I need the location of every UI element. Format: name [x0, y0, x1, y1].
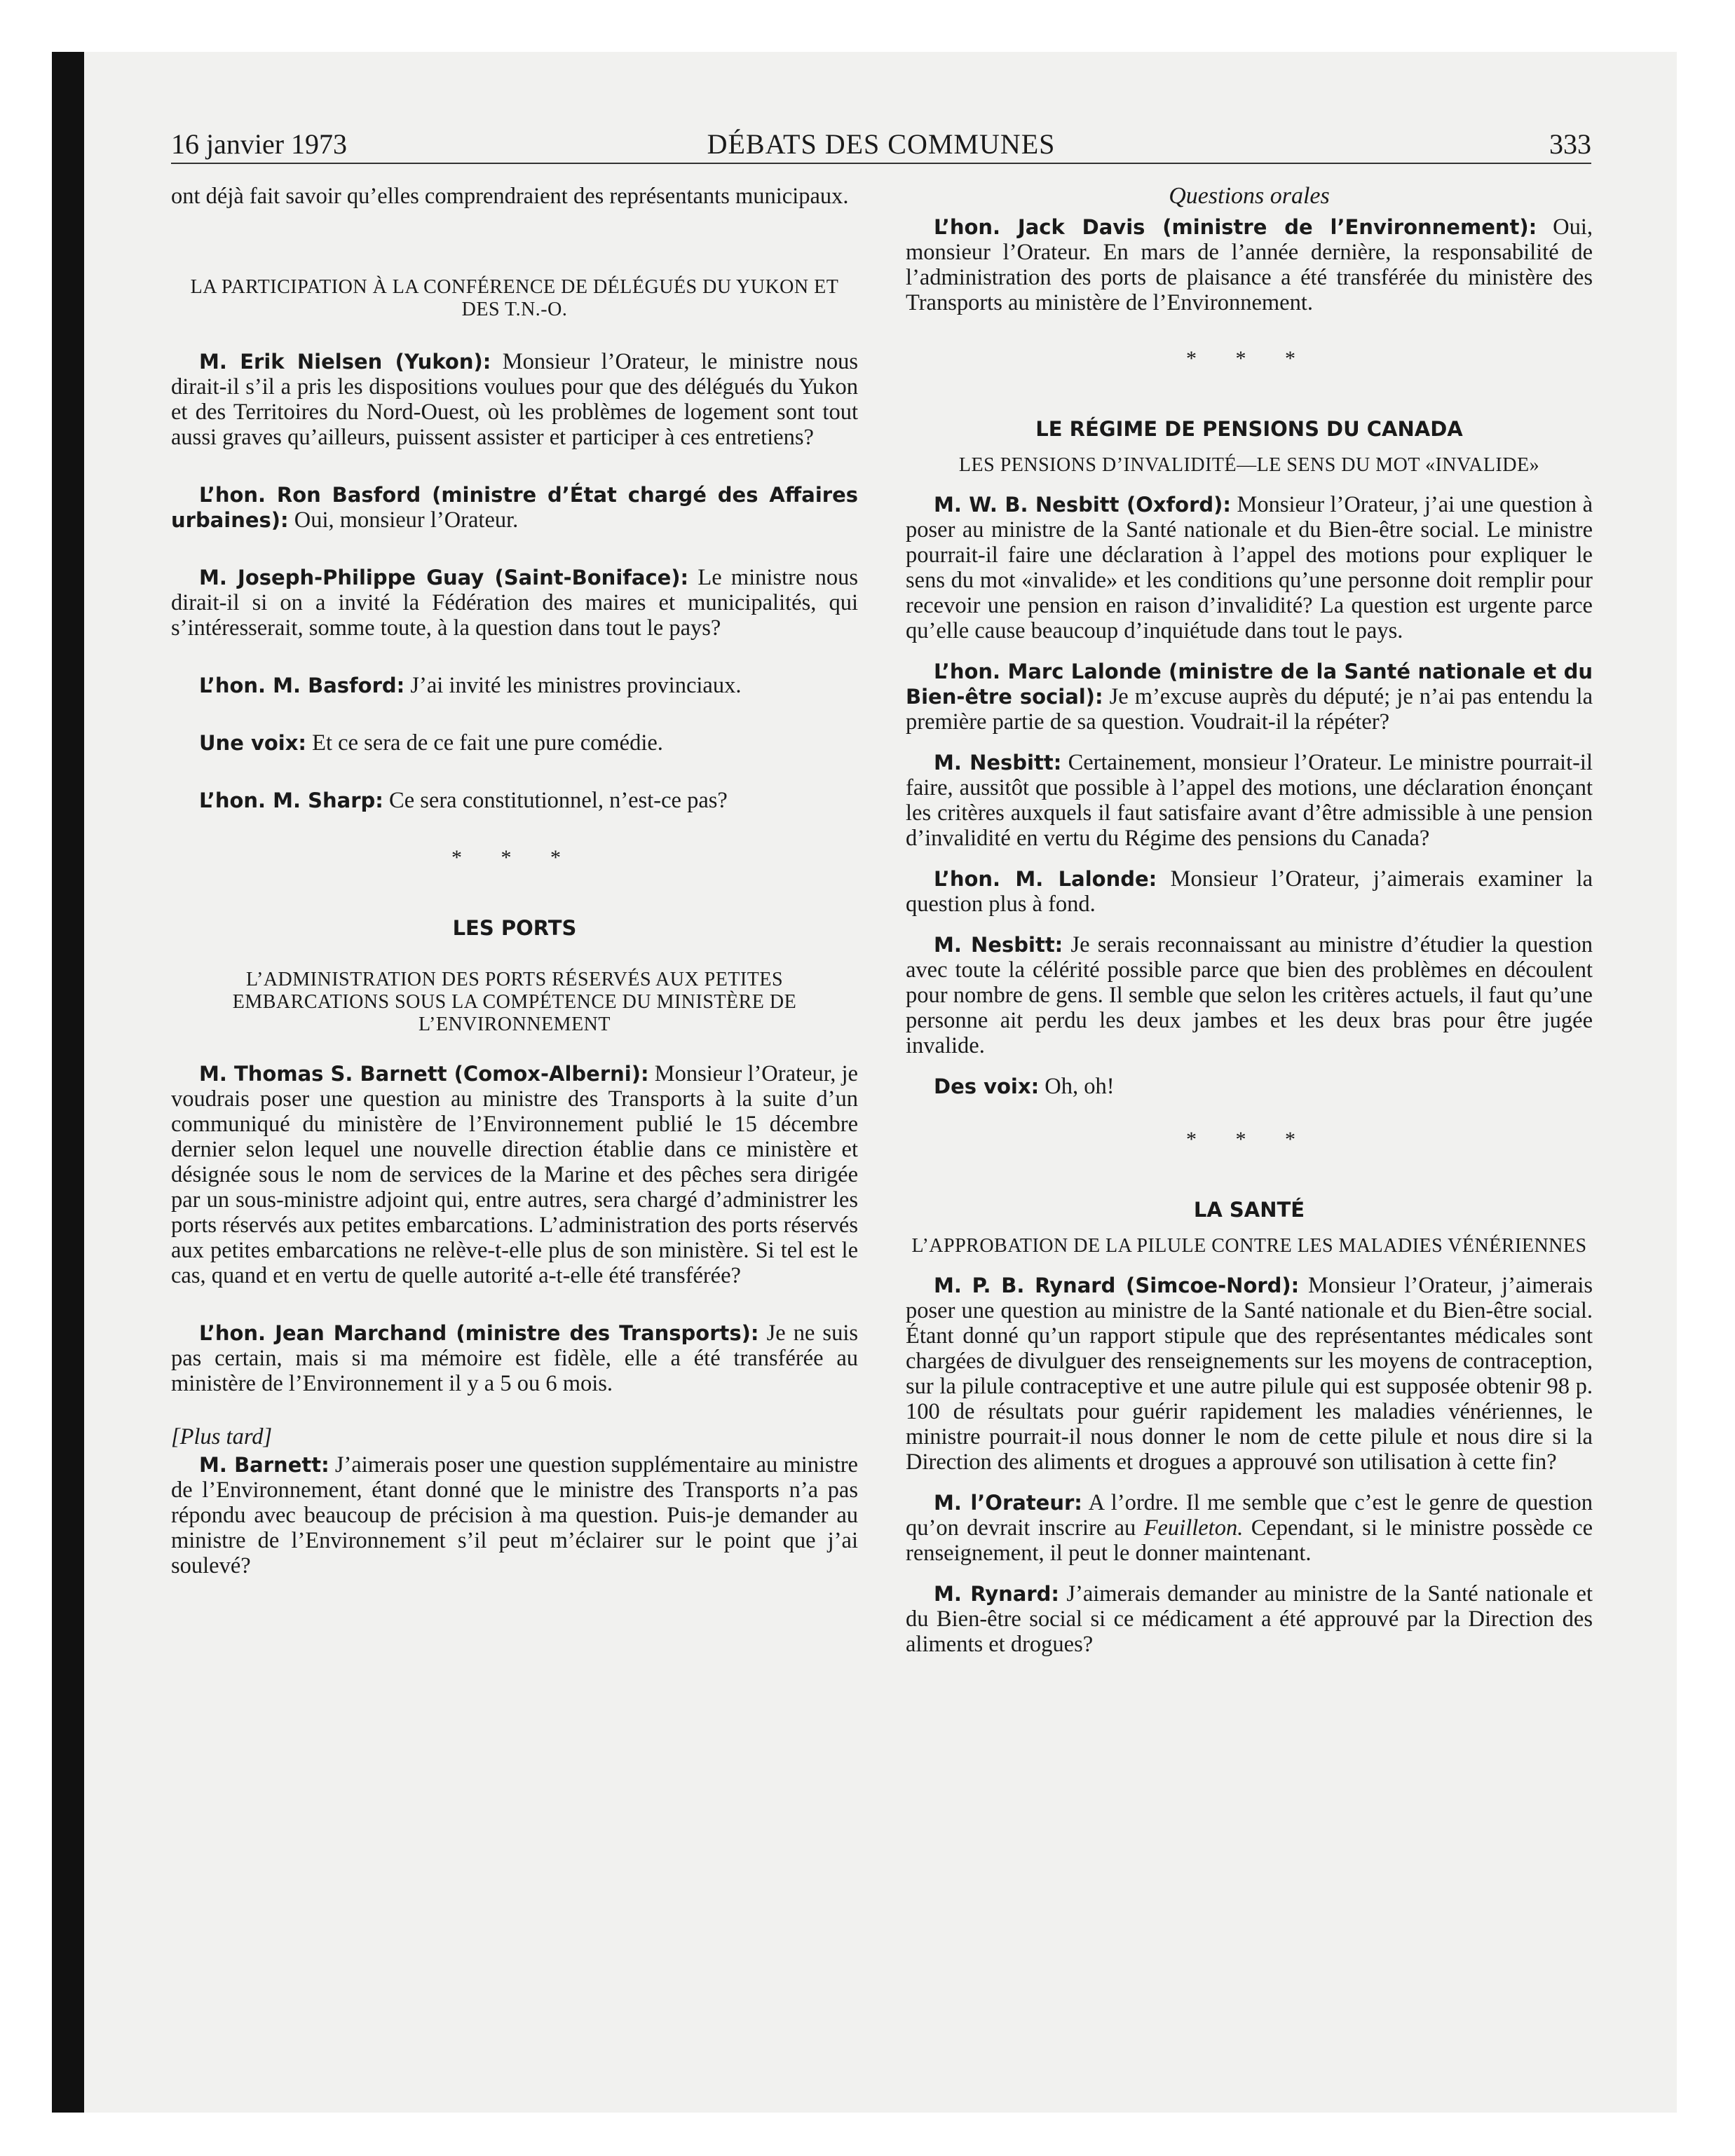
speaker: L’hon. Jack Davis (ministre de l’Environnement):	[934, 215, 1537, 239]
speech: Cependant, si le ministre possède ce renseignement, il peut le donner maintenant.	[906, 1515, 1593, 1566]
section-subheading: L’APPROBATION DE LA PILULE CONTRE LES MALADIES VÉNÉRIENNES	[911, 1235, 1587, 1257]
paragraph	[906, 866, 1593, 917]
section-separator: * * *	[1186, 347, 1312, 370]
speaker: M. Rynard:	[934, 1582, 1060, 1606]
speaker: Des voix:	[934, 1074, 1040, 1098]
header-date: 16 janvier 1973	[171, 128, 348, 160]
speech: J’aimerais poser une question supplémentaire au ministre de l’Environnement, étant donné que le ministre des Transports n’a pas répondu avec beaucoup de précision à ma question. Puis-je demander au ministre de l’Environnement s’il peut m’éclairer sur le point que j’ai soulevé?	[171, 1452, 858, 1578]
italic-term: Feuilleton.	[1143, 1515, 1244, 1541]
speech: Monsieur l’Orateur, je voudrais poser une question au ministre des Transports à la suite d’un communiqué du ministère de l’Environnement publié le 15 décembre dernier selon lequel une nouvelle direction établie dans ce ministère et désignée sous le nom de services de la Marine et des pêches sera dirigée par un sous-ministre adjoint qui, entre autres, sera chargé d’administrer les ports réservés aux petites embarcations. L’administration des ports réservés aux petites embarcations ne relève-t-elle plus de son ministère. Si tel est le cas, quand et en vertu de quelle autorité a-t-elle été transférée?	[171, 1061, 858, 1288]
paragraph: ont déjà fait savoir qu’elles comprendraient des représentants municipaux.	[171, 184, 849, 209]
paragraph	[906, 492, 1593, 643]
paragraph	[906, 1490, 1593, 1566]
speech: Je m’excuse auprès du député; je n’ai pas entendu la première partie de sa question. Voudrait-il la répéter?	[906, 684, 1593, 735]
paragraph	[906, 1273, 1593, 1475]
section-subheading: L’ADMINISTRATION DES PORTS RÉSERVÉS AUX PETITES EMBARCATIONS SOUS LA COMPÉTENCE DU MINISTÈRE DE L’ENVIRONNEMENT	[232, 969, 797, 1035]
speaker: M. l’Orateur:	[934, 1491, 1082, 1515]
speaker: L’hon. M. Basford:	[199, 674, 405, 697]
speech: Et ce sera de ce fait une pure comédie.	[306, 730, 663, 756]
speech: Monsieur l’Orateur, j’aimerais poser une question au ministre de la Santé nationale et du Bien-être social. Étant donné qu’un rapport stipule que des représentantes médicales sont chargées de divulguer des renseignements sur les moyens de contraception, sur la pilule contraceptive et une autre pilule qui est supposée obtenir 98 p. 100 de résultats pour guérir rapidement les maladies vénériennes, le ministre pourrait-il nous donner le nom de cette pilule et nous dire si la Direction des aliments et drogues a approuvé son utilisation à cette fin?	[906, 1273, 1593, 1475]
section-heading: LA SANTÉ	[1193, 1198, 1305, 1222]
paragraph	[906, 214, 1593, 315]
speech: Le ministre nous dirait-il si on a invité la Fédération des maires et municipalités, qui s’intéresserait, somme toute, à la question dans tout le pays?	[171, 565, 858, 641]
speech: Ce sera constitutionnel, n’est-ce pas?	[383, 788, 728, 813]
speaker: M. Thomas S. Barnett (Comox-Alberni):	[199, 1062, 649, 1086]
paragraph	[171, 788, 858, 813]
speaker: L’hon. Marc Lalonde (ministre de la Santé nationale et du Bien-être social):	[906, 660, 1593, 709]
section-separator: * * *	[1186, 1128, 1312, 1151]
speech: Oh, oh!	[1039, 1074, 1115, 1099]
paragraph	[171, 349, 858, 450]
speaker: L’hon. M. Sharp:	[199, 789, 383, 812]
section-heading: LES PORTS	[452, 916, 577, 940]
section-separator: * * *	[451, 846, 578, 869]
paragraph	[906, 750, 1593, 851]
header-rule	[171, 163, 1591, 164]
page-number: 333	[1549, 128, 1591, 160]
speaker: M. Joseph-Philippe Guay (Saint-Boniface):	[199, 566, 689, 589]
section-subheading: LA PARTICIPATION À LA CONFÉRENCE DE DÉLÉGUÉS DU YUKON ET DES T.N.-O.	[190, 276, 839, 320]
page-header	[171, 126, 1591, 163]
binding-edge	[52, 52, 84, 2113]
time-note: [Plus tard]	[171, 1424, 273, 1449]
speaker: M. Barnett:	[199, 1453, 329, 1477]
paragraph	[171, 482, 858, 533]
speech: Oui, monsieur l’Orateur.	[288, 507, 519, 533]
speech: Je serais reconnaissant au ministre d’étudier la question avec toute la célérité possible parce que bien des problèmes en découlent pour nombre de gens. Il semble que selon les critères actuels, il faut qu’une personne ait perdu les deux jambes et les deux bras pour être jugée invalide.	[906, 932, 1593, 1058]
speaker: M. P. B. Rynard (Simcoe-Nord):	[934, 1274, 1300, 1297]
speaker: L’hon. Jean Marchand (ministre des Transports):	[199, 1321, 759, 1345]
speech: A l’ordre. Il me semble que c’est le genre de question qu’on devrait inscrire au	[906, 1490, 1593, 1541]
speech: Je ne suis pas certain, mais si ma mémoire est fidèle, elle a été transférée au ministère de l’Environnement il y a 5 ou 6 mois.	[171, 1321, 858, 1396]
speech: Certainement, monsieur l’Orateur. Le ministre pourrait-il faire, aussitôt que possible à l’appel des motions, une déclaration énonçant les critères auxquels il faut satisfaire avant d’être admissible à une pension d’invalidité en vertu du Régime des pensions du Canada?	[906, 750, 1593, 851]
paragraph	[171, 1452, 858, 1578]
speech: Oui, monsieur l’Orateur. En mars de l’année dernière, la responsabilité de l’administration des ports de plaisance a été transférée du ministère des Transports au ministère de l’Environnement.	[906, 214, 1593, 315]
right-column	[906, 184, 1593, 1672]
speech: J’aimerais demander au ministre de la Santé nationale et du Bien-être social si ce médicament a été approuvé par la Direction des aliments et drogues?	[906, 1581, 1593, 1657]
paragraph	[171, 565, 858, 641]
speaker: L’hon. Ron Basford (ministre d’État chargé des Affaires urbaines):	[171, 483, 858, 532]
left-column	[171, 184, 858, 1604]
paragraph	[906, 1074, 1593, 1099]
paragraph	[171, 730, 858, 756]
speaker: L’hon. M. Lalonde:	[934, 867, 1157, 891]
paragraph	[171, 1321, 858, 1396]
speaker: M. Nesbitt:	[934, 933, 1063, 957]
speaker: M. W. B. Nesbitt (Oxford):	[934, 493, 1232, 517]
speaker: M. Erik Nielsen (Yukon):	[199, 350, 491, 374]
speech: Monsieur l’Orateur, le ministre nous dirait-il s’il a pris les dispositions voulues pour que des délégués du Yukon et des Territoires du Nord-Ouest, où les problèmes de logement sont tout aussi graves qu’ailleurs, puissent assister et participer à ces entretiens?	[171, 349, 858, 450]
paragraph	[906, 1581, 1593, 1657]
speech: Monsieur l’Orateur, j’ai une question à poser au ministre de la Santé nationale et du Bien-être social. Le ministre pourrait-il faire une déclaration à l’appel des motions pour expliquer le sens du mot «invalide» et les conditions qu’une personne doit remplir pour recevoir une pension en raison d’invalidité? La question est urgente parce qu’elle cause beaucoup d’inquiétude dans tout le pays.	[906, 492, 1593, 643]
paragraph	[906, 932, 1593, 1058]
section-heading: LE RÉGIME DE PENSIONS DU CANADA	[1035, 417, 1463, 441]
speaker: M. Nesbitt:	[934, 751, 1062, 775]
speech: Monsieur l’Orateur, j’aimerais examiner la question plus à fond.	[906, 866, 1593, 917]
speaker: Une voix:	[199, 731, 307, 755]
speech: J’ai invité les ministres provinciaux.	[404, 673, 742, 698]
section-subheading: LES PENSIONS D’INVALIDITÉ—LE SENS DU MOT «INVALIDE»	[958, 454, 1540, 476]
running-head: Questions orales	[1169, 183, 1330, 209]
paragraph	[171, 1061, 858, 1288]
paragraph	[906, 659, 1593, 735]
header-title: DÉBATS DES COMMUNES	[707, 128, 1056, 160]
paragraph	[171, 673, 858, 698]
